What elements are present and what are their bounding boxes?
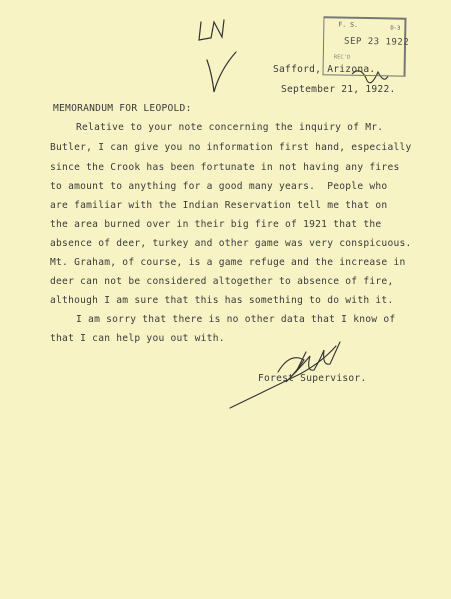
body-line: deer can not be considered altogether to absence of fire, <box>50 276 394 287</box>
body-line: Mt. Graham, of course, is a game refuge and the increase in <box>50 257 406 268</box>
closing-title: Forest Supervisor. <box>258 373 367 384</box>
body-line: Butler, I can give you no information first hand, especially <box>50 142 412 153</box>
handwritten-initials <box>199 20 224 40</box>
body-line: that I can help you out with. <box>50 333 225 344</box>
body-line: although I am sure that this has something to do with it. <box>50 295 394 306</box>
stamp-date: SEP 23 1922 <box>343 36 410 48</box>
body-line: Relative to your note concerning the inquiry of Mr. <box>76 122 384 133</box>
header-date: September 21, 1922. <box>281 84 396 95</box>
handwritten-check-mark <box>207 52 236 92</box>
stamp-fs: F. S. <box>338 20 359 29</box>
salutation: MEMORANDUM FOR LEOPOLD: <box>53 103 192 114</box>
body-line: to amount to anything for a good many years. People who <box>50 181 388 192</box>
stamp-sub: REC'D <box>333 54 351 61</box>
body-line: absence of deer, turkey and other game was very conspicuous. <box>50 238 412 249</box>
body-line: I am sorry that there is no other data that I know of <box>76 314 396 325</box>
body-line: since the Crook has been fortunate in not having any fires <box>50 162 400 173</box>
header-location: Safford, Arizona. <box>273 64 376 75</box>
body-line: are familiar with the Indian Reservation tell me that on <box>50 200 388 211</box>
stamp-code: D-3 <box>390 25 401 32</box>
body-line: the area burned over in their big fire of 1921 that the <box>50 219 382 230</box>
